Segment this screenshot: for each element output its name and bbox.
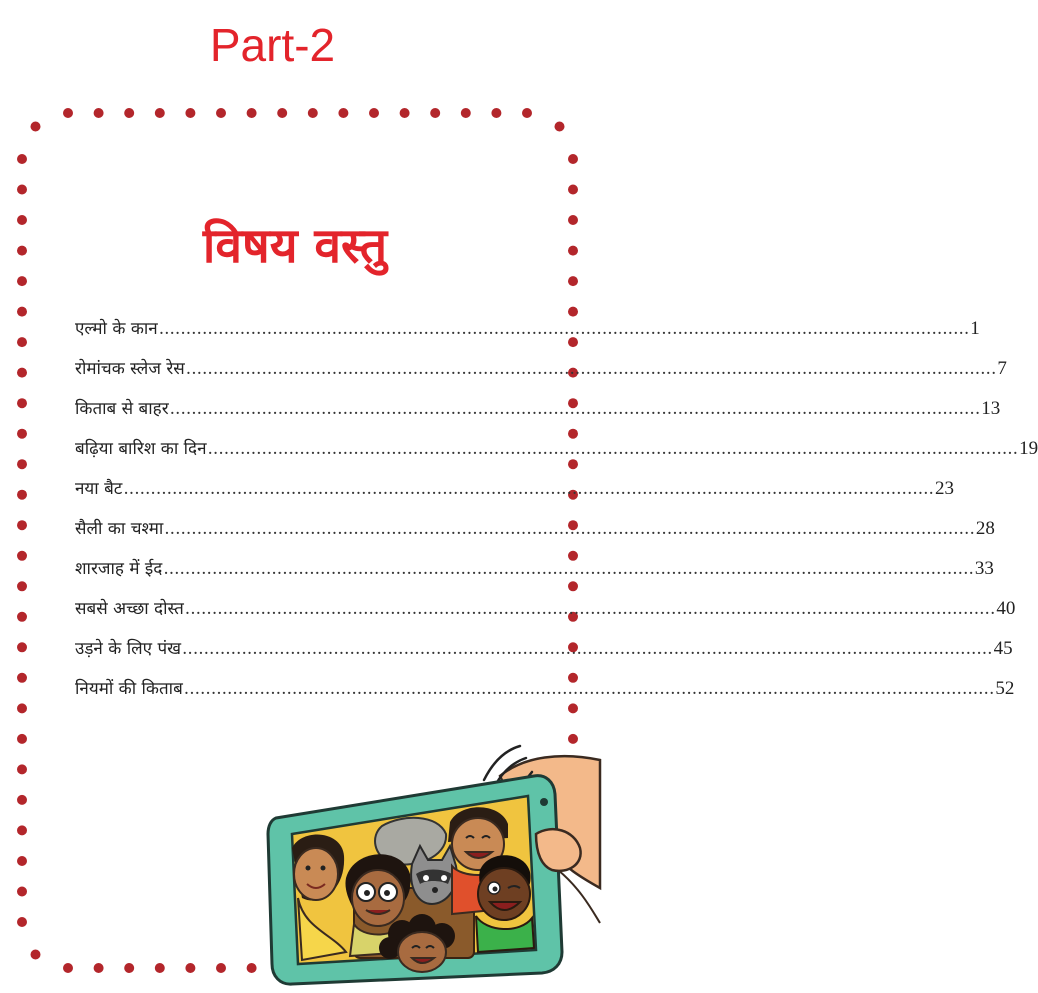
toc-entry-title: शारजाह में ईद: [75, 559, 163, 579]
border-dot: [17, 856, 27, 866]
toc-entry-page: 40: [996, 598, 1016, 619]
border-dot: [568, 154, 578, 164]
border-dot: [17, 764, 27, 774]
border-dot: [124, 963, 134, 973]
toc-dot-leader: ......................................................................................................................................................: [169, 399, 981, 419]
border-dot: [17, 917, 27, 927]
border-dot: [555, 122, 565, 132]
toc-entry-title: किताब से बाहर: [75, 399, 169, 419]
table-of-contents: [75, 309, 1038, 709]
border-dot: [31, 122, 41, 132]
border-dot: [568, 215, 578, 225]
toc-dot-leader: ......................................................................................................................................................: [184, 599, 996, 619]
toc-entry: [75, 549, 994, 589]
toc-dot-leader: ......................................................................................................................................................: [185, 359, 997, 379]
border-dot: [338, 108, 348, 118]
border-dot: [17, 551, 27, 561]
border-dot: [216, 108, 226, 118]
border-dot: [308, 108, 318, 118]
border-dot: [17, 459, 27, 469]
border-dot: [17, 185, 27, 195]
toc-entry-title: सबसे अच्छा दोस्त: [75, 599, 184, 619]
children-selfie-tablet-illustration: [262, 738, 600, 993]
toc-entry-title: उड़ने के लिए पंख: [75, 639, 182, 659]
toc-entry-page: 33: [974, 558, 994, 579]
border-dot: [17, 581, 27, 591]
toc-entry-page: 45: [993, 638, 1013, 659]
border-dot: [17, 703, 27, 713]
border-dot: [17, 307, 27, 317]
toc-entry-page: 1: [970, 318, 980, 339]
toc-entry: [75, 309, 980, 349]
toc-entry-title: सैली का चश्मा: [75, 519, 164, 539]
toc-entry: [75, 349, 1007, 389]
border-dot: [430, 108, 440, 118]
border-dot: [17, 215, 27, 225]
border-dot: [17, 398, 27, 408]
border-dot: [247, 963, 257, 973]
border-dot: [31, 950, 41, 960]
toc-entry: [75, 669, 1015, 709]
border-dot: [17, 887, 27, 897]
border-dot: [247, 108, 257, 118]
border-dot: [17, 825, 27, 835]
toc-entry-title: नया बैट: [75, 479, 123, 499]
toc-dot-leader: ......................................................................................................................................................: [158, 319, 970, 339]
border-dot: [63, 963, 73, 973]
toc-entry-page: 52: [995, 678, 1015, 699]
border-dot: [17, 490, 27, 500]
toc-entry: [75, 429, 1038, 469]
border-dot: [94, 108, 104, 118]
border-dot: [568, 246, 578, 256]
toc-entry-title: बढ़िया बारिश का दिन: [75, 439, 207, 459]
border-dot: [17, 154, 27, 164]
border-dot: [17, 429, 27, 439]
border-dot: [522, 108, 532, 118]
border-dot: [568, 276, 578, 286]
border-dot: [63, 108, 73, 118]
toc-entry-page: 23: [934, 478, 954, 499]
toc-entry-title: रोमांचक स्लेज रेस: [75, 359, 185, 379]
toc-entry: [75, 469, 954, 509]
border-dot: [568, 185, 578, 195]
border-dot: [17, 612, 27, 622]
toc-entry-page: 7: [997, 358, 1007, 379]
border-dot: [94, 963, 104, 973]
toc-entry: [75, 389, 1001, 429]
border-dot: [400, 108, 410, 118]
border-dot: [17, 673, 27, 683]
toc-dot-leader: ......................................................................................................................................................: [123, 479, 934, 499]
border-dot: [124, 108, 134, 118]
toc-entry: [75, 629, 1013, 669]
toc-dot-leader: ......................................................................................................................................................: [163, 559, 974, 579]
border-dot: [17, 642, 27, 652]
toc-entry-title: एल्मो के कान: [75, 319, 158, 339]
toc-entry: [75, 589, 1016, 629]
toc-entry-page: 28: [975, 518, 995, 539]
part-label: Part-2: [209, 19, 336, 71]
border-dot: [369, 108, 379, 118]
border-dot: [17, 337, 27, 347]
border-dot: [17, 368, 27, 378]
border-dot: [17, 520, 27, 530]
toc-dot-leader: ......................................................................................................................................................: [183, 679, 995, 699]
border-dot: [155, 963, 165, 973]
toc-entry: [75, 509, 995, 549]
border-dot: [491, 108, 501, 118]
toc-dot-leader: ......................................................................................................................................................: [207, 439, 1019, 459]
border-dot: [17, 246, 27, 256]
border-dot: [155, 108, 165, 118]
toc-entry-title: नियमों की किताब: [75, 679, 183, 699]
toc-dot-leader: ......................................................................................................................................................: [182, 639, 993, 659]
border-dot: [185, 108, 195, 118]
border-dot: [185, 963, 195, 973]
toc-title: विषय वस्तु: [202, 218, 388, 274]
border-dot: [277, 108, 287, 118]
toc-entry-page: 13: [981, 398, 1001, 419]
border-dot: [17, 734, 27, 744]
border-dot: [17, 795, 27, 805]
toc-dot-leader: ......................................................................................................................................................: [164, 519, 975, 539]
toc-entry-page: 19: [1019, 438, 1038, 459]
border-dot: [461, 108, 471, 118]
border-dot: [17, 276, 27, 286]
border-dot: [216, 963, 226, 973]
